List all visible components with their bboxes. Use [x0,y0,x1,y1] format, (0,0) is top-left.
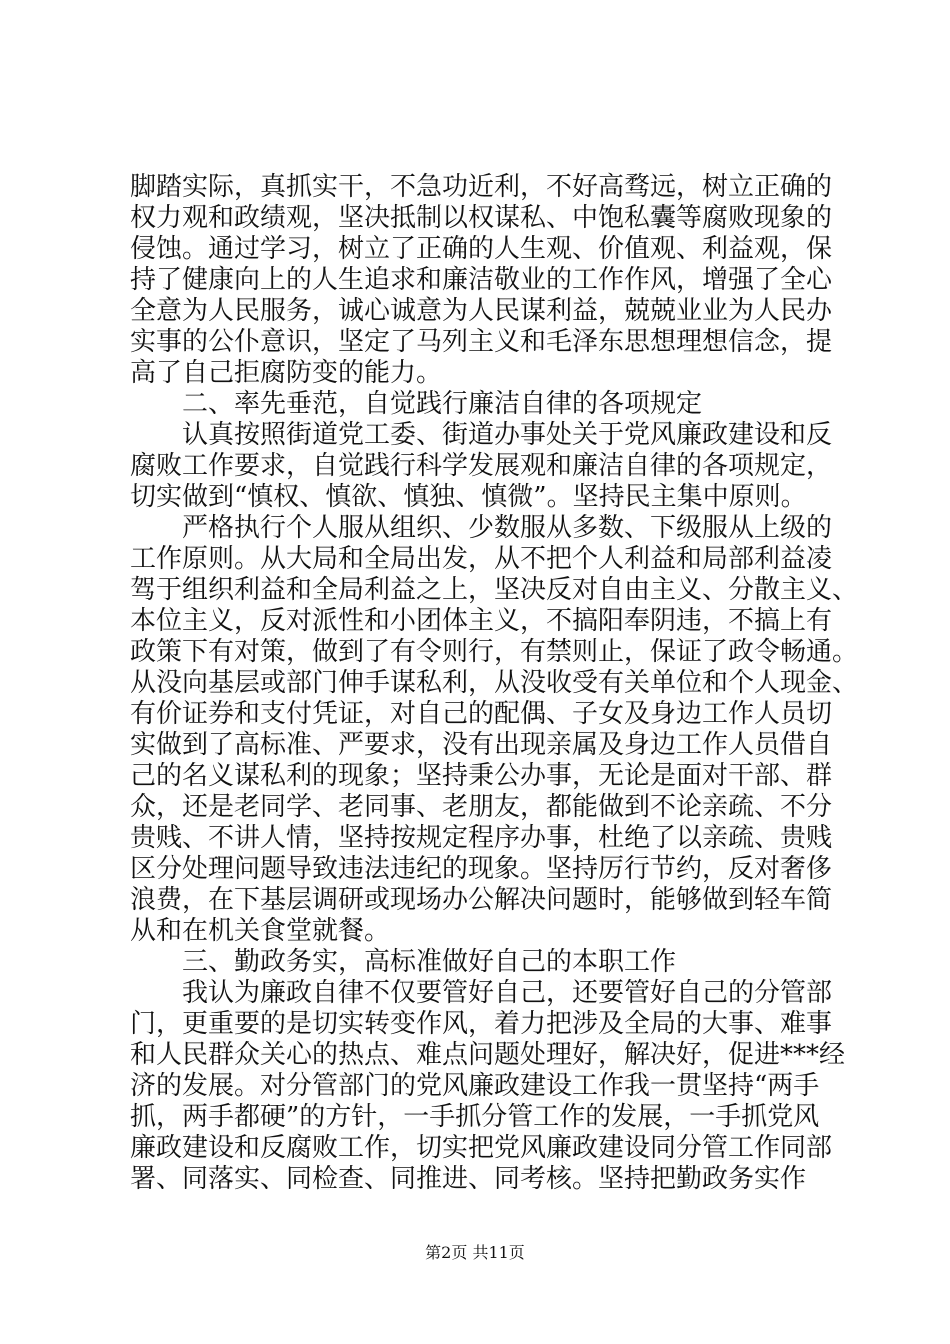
text-line: 从没向基层或部门伸手谋私利，从没收受有关单位和个人现金、 [130,668,859,698]
text-line: 切实做到“慎权、慎欲、慎独、慎微”。坚持民主集中原则。 [130,482,807,512]
text-line: 己的名义谋私利的现象；坚持秉公办事，无论是面对干部、群 [130,761,833,791]
page-number-footer: 第2页 共11页 [425,1243,525,1262]
text-line: 实事的公仆意识，坚定了马列主义和毛泽东思想理想信念，提 [130,327,833,357]
text-line: 廉政建设和反腐败工作，切实把党风廉政建设同分管工作同部 [130,1133,833,1163]
text-line: 从和在机关食堂就餐。 [130,916,391,946]
text-line: 本位主义，反对派性和小团体主义，不搞阳奉阴违，不搞上有 [130,606,833,636]
text-line: 抓，两手都硬”的方针，一手抓分管工作的发展，一手抓党风 [130,1102,820,1132]
text-line: 驾于组织利益和全局利益之上，坚决反对自由主义、分散主义、 [130,575,859,605]
section-heading-3: 三、勤政务实，高标准做好自己的本职工作 [182,947,677,977]
text-line: 严格执行个人服从组织、少数服从多数、下级服从上级的 [182,513,833,543]
section-heading-2: 二、率先垂范，自觉践行廉洁自律的各项规定 [182,389,703,419]
text-line: 侵蚀。通过学习，树立了正确的人生观、价值观、利益观，保 [130,234,833,264]
text-line: 高了自己拒腐防变的能力。 [130,358,443,388]
text-line: 众，还是老同学、老同事、老朋友，都能做到不论亲疏、不分 [130,792,833,822]
text-line: 全意为人民服务，诚心诚意为人民谋利益，兢兢业业为人民办 [130,296,833,326]
text-line: 门，更重要的是切实转变作风，着力把涉及全局的大事、难事 [130,1009,833,1039]
text-line: 浪费，在下基层调研或现场办公解决问题时，能够做到轻车简 [130,885,833,915]
text-line: 我认为廉政自律不仅要管好自己，还要管好自己的分管部 [182,978,833,1008]
text-line: 贵贱、不讲人情，坚持按规定程序办事，杜绝了以亲疏、贵贱 [130,823,833,853]
text-line: 署、同落实、同检查、同推进、同考核。坚持把勤政务实作 [130,1164,807,1194]
text-line: 有价证券和支付凭证，对自己的配偶、子女及身边工作人员切 [130,699,833,729]
text-line: 权力观和政绩观，坚决抵制以权谋私、中饱私囊等腐败现象的 [130,203,833,233]
text-line: 济的发展。对分管部门的党风廉政建设工作我一贯坚持“两手 [130,1071,820,1101]
text-line: 政策下有对策，做到了有令则行，有禁则止，保证了政令畅通。 [130,637,859,667]
text-line: 区分处理问题导致违法违纪的现象。坚持厉行节约，反对奢侈 [130,854,833,884]
text-line: 工作原则。从大局和全局出发，从不把个人利益和局部利益凌 [130,544,833,574]
text-line: 和人民群众关心的热点、难点问题处理好，解决好，促进***经 [130,1040,846,1070]
document-body [130,172,859,1195]
text-line: 持了健康向上的人生追求和廉洁敬业的工作作风，增强了全心 [130,265,833,295]
text-line: 认真按照街道党工委、街道办事处关于党风廉政建设和反 [182,420,833,450]
text-line: 实做到了高标准、严要求，没有出现亲属及身边工作人员借自 [130,730,833,760]
text-line: 脚踏实际，真抓实干，不急功近利，不好高骛远，树立正确的 [130,172,833,202]
text-line: 腐败工作要求，自觉践行科学发展观和廉洁自律的各项规定， [130,451,833,481]
